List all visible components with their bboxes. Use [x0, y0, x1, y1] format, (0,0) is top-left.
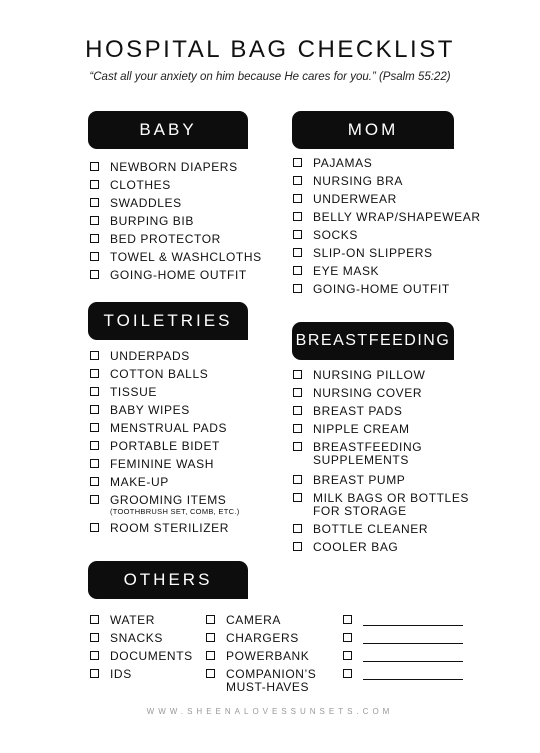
checklist-item[interactable]: MILK BAGS OR BOTTLES FOR STORAGE: [293, 492, 469, 518]
checkbox[interactable]: [90, 669, 99, 678]
checklist-item[interactable]: EYE MASK: [293, 265, 379, 278]
checkbox[interactable]: [90, 387, 99, 396]
blank-checklist-item[interactable]: [343, 650, 463, 662]
checklist-item[interactable]: CLOTHES: [90, 179, 171, 192]
section-header-toiletries: TOILETRIES: [88, 302, 248, 340]
blank-checklist-item[interactable]: [343, 668, 463, 680]
checkbox[interactable]: [343, 615, 352, 624]
blank-line[interactable]: [363, 632, 463, 644]
checkbox[interactable]: [90, 523, 99, 532]
checklist-item[interactable]: FEMININE WASH: [90, 458, 214, 471]
checkbox[interactable]: [293, 370, 302, 379]
checklist-item[interactable]: IDS: [90, 668, 132, 681]
checkbox[interactable]: [90, 495, 99, 504]
checkbox[interactable]: [90, 252, 99, 261]
checkbox[interactable]: [90, 651, 99, 660]
checklist-item[interactable]: MAKE-UP: [90, 476, 169, 489]
checklist-item[interactable]: MENSTRUAL PADS: [90, 422, 227, 435]
checklist-item[interactable]: BABY WIPES: [90, 404, 190, 417]
blank-checklist-item[interactable]: [343, 614, 463, 626]
checkbox[interactable]: [206, 651, 215, 660]
checklist-item[interactable]: BREASTFEEDING SUPPLEMENTS: [293, 441, 422, 467]
grooming-note: (TOOTHBRUSH SET, COMB, ETC.): [110, 507, 240, 516]
section-header-others: OTHERS: [88, 561, 248, 599]
checklist-item[interactable]: COTTON BALLS: [90, 368, 208, 381]
checkbox[interactable]: [293, 266, 302, 275]
checklist-item[interactable]: PORTABLE BIDET: [90, 440, 220, 453]
checkbox[interactable]: [343, 651, 352, 660]
website-footer: WWW.SHEENALOVESSUNSETS.COM: [146, 707, 394, 716]
blank-line[interactable]: [363, 614, 463, 626]
checkbox[interactable]: [343, 633, 352, 642]
checkbox[interactable]: [90, 477, 99, 486]
checklist-item[interactable]: NEWBORN DIAPERS: [90, 161, 238, 174]
checklist-item[interactable]: UNDERPADS: [90, 350, 190, 363]
checklist-item[interactable]: SNACKS: [90, 632, 163, 645]
blank-line[interactable]: [363, 668, 463, 680]
checklist-item[interactable]: BREAST PUMP: [293, 474, 405, 487]
checklist-item[interactable]: BED PROTECTOR: [90, 233, 221, 246]
checklist-item[interactable]: BREAST PADS: [293, 405, 403, 418]
checklist-item[interactable]: DOCUMENTS: [90, 650, 193, 663]
checkbox[interactable]: [293, 212, 302, 221]
checklist-item[interactable]: SOCKS: [293, 229, 358, 242]
checkbox[interactable]: [293, 230, 302, 239]
checkbox[interactable]: [90, 234, 99, 243]
checklist-item[interactable]: POWERBANK: [206, 650, 309, 663]
checkbox[interactable]: [206, 615, 215, 624]
checklist-item[interactable]: NIPPLE CREAM: [293, 423, 410, 436]
checkbox[interactable]: [90, 633, 99, 642]
checkbox[interactable]: [90, 270, 99, 279]
checkbox[interactable]: [206, 669, 215, 678]
checklist-item[interactable]: NURSING BRA: [293, 175, 403, 188]
checkbox[interactable]: [293, 542, 302, 551]
checkbox[interactable]: [293, 493, 302, 502]
checkbox[interactable]: [293, 388, 302, 397]
checkbox[interactable]: [293, 442, 302, 451]
checkbox[interactable]: [293, 158, 302, 167]
checklist-item[interactable]: SWADDLES: [90, 197, 182, 210]
checkbox[interactable]: [206, 633, 215, 642]
checkbox[interactable]: [90, 423, 99, 432]
checkbox[interactable]: [293, 194, 302, 203]
checkbox[interactable]: [90, 441, 99, 450]
checklist-item[interactable]: BOTTLE CLEANER: [293, 523, 428, 536]
blank-line[interactable]: [363, 650, 463, 662]
checkbox[interactable]: [90, 405, 99, 414]
checkbox[interactable]: [90, 198, 99, 207]
checklist-item[interactable]: GOING-HOME OUTFIT: [90, 269, 247, 282]
checklist-item[interactable]: UNDERWEAR: [293, 193, 397, 206]
checklist-item[interactable]: NURSING COVER: [293, 387, 422, 400]
checkbox[interactable]: [90, 351, 99, 360]
checkbox[interactable]: [90, 216, 99, 225]
checkbox[interactable]: [343, 669, 352, 678]
checkbox[interactable]: [293, 475, 302, 484]
section-header-baby: BABY: [88, 111, 248, 149]
checkbox[interactable]: [90, 180, 99, 189]
checkbox[interactable]: [293, 524, 302, 533]
checkbox[interactable]: [90, 369, 99, 378]
checklist-item[interactable]: TISSUE: [90, 386, 157, 399]
checklist-item[interactable]: GOING-HOME OUTFIT: [293, 283, 450, 296]
scripture-quote: “Cast all your anxiety on him because He cares for you.” (Psalm 55:22): [89, 71, 451, 83]
checklist-item[interactable]: WATER: [90, 614, 155, 627]
checklist-item[interactable]: ROOM STERILIZER: [90, 522, 229, 535]
checklist-item[interactable]: BURPING BIB: [90, 215, 194, 228]
checklist-item[interactable]: CAMERA: [206, 614, 281, 627]
checklist-item[interactable]: GROOMING ITEMS (TOOTHBRUSH SET, COMB, ETC.): [90, 494, 240, 516]
checkbox[interactable]: [293, 406, 302, 415]
checklist-item[interactable]: NURSING PILLOW: [293, 369, 425, 382]
checklist-item[interactable]: CHARGERS: [206, 632, 299, 645]
page-title: HOSPITAL BAG CHECKLIST: [85, 36, 455, 63]
checkbox[interactable]: [293, 248, 302, 257]
blank-checklist-item[interactable]: [343, 632, 463, 644]
section-header-mom: MOM: [292, 111, 454, 149]
checklist-item[interactable]: COMPANION’S MUST-HAVES: [206, 668, 316, 694]
checklist-item[interactable]: SLIP-ON SLIPPERS: [293, 247, 433, 260]
checklist-item[interactable]: BELLY WRAP/SHAPEWEAR: [293, 211, 481, 224]
checklist-item[interactable]: COOLER BAG: [293, 541, 398, 554]
checkbox[interactable]: [293, 424, 302, 433]
checkbox[interactable]: [293, 284, 302, 293]
section-header-breastfeeding: BREASTFEEDING: [292, 322, 454, 360]
checklist-item[interactable]: TOWEL & WASHCLOTHS: [90, 251, 262, 264]
checkbox[interactable]: [293, 176, 302, 185]
checkbox[interactable]: [90, 459, 99, 468]
checkbox[interactable]: [90, 615, 99, 624]
checkbox[interactable]: [90, 162, 99, 171]
checklist-item[interactable]: PAJAMAS: [293, 157, 372, 170]
